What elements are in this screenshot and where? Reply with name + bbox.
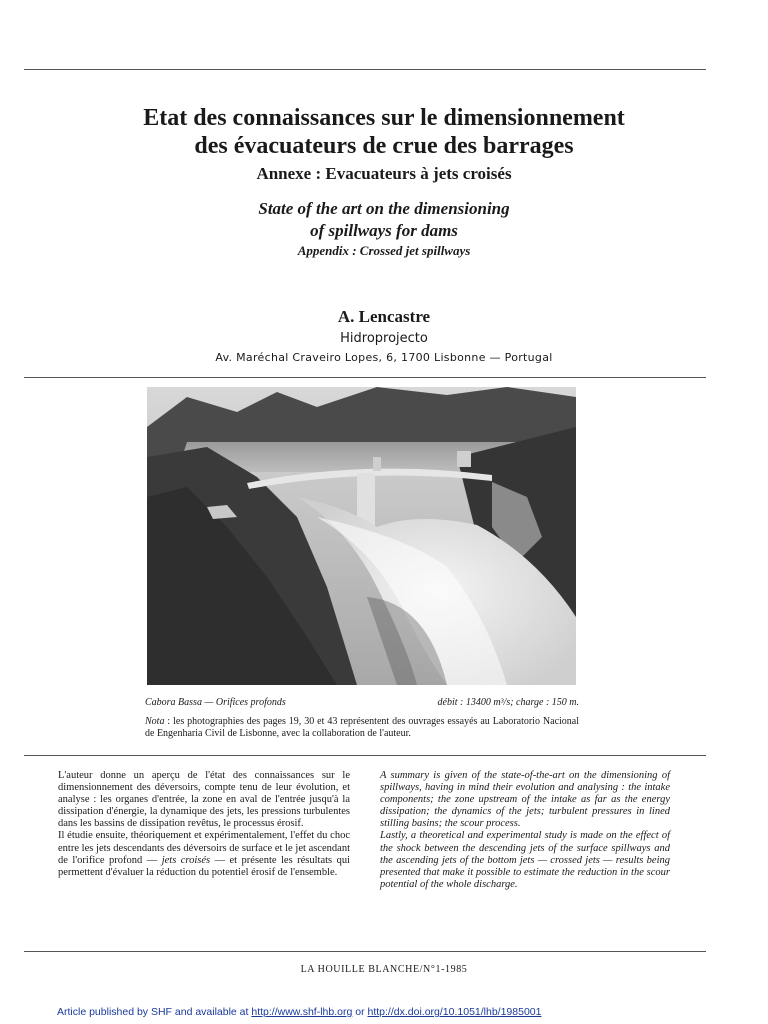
note-text: : les photographies des pages 19, 30 et 43 représentent des ouvrages essayés au Laboratorio Nacional de Engenharia Civil de Lisbonne, avec la collaboration de l'auteur. <box>145 716 579 739</box>
abstract-french <box>58 770 350 879</box>
title-fr-line1: Etat des connaissances sur le dimensionnement <box>143 105 625 131</box>
title-en-annex: Appendix : Crossed jet spillways <box>297 243 471 258</box>
doi-link[interactable]: http://dx.doi.org/10.1051/lhb/1985001 <box>367 1006 542 1018</box>
author-organization: Hidroprojecto <box>340 331 428 346</box>
title-fr-line2: des évacuateurs de crue des barrages <box>194 133 574 159</box>
abstract-fr-p2-start: Il étudie ensuite, théoriquement et expérimentalement, l'effet du choc entre les jets descendants des déversoirs de surface et le jet ascendant de l'orifice profond — <box>58 830 350 866</box>
title-fr-annex: Annexe : Evacuateurs à jets croisés <box>256 164 512 183</box>
figure-note <box>145 716 579 740</box>
publication-notice <box>57 1006 541 1018</box>
top-rule <box>24 69 706 70</box>
figure-caption <box>145 696 579 709</box>
abstract-fr-p2-end: — et présente les résultats qui permettent d'évaluer la réduction du potentiel érosif de l'ensemble. <box>58 854 350 878</box>
publication-mid: or <box>352 1006 368 1018</box>
journal-footer: LA HOUILLE BLANCHE/N°1-1985 <box>300 964 468 975</box>
title-en-line2: of spillways for dams <box>310 221 458 240</box>
bottom-rule <box>24 951 706 952</box>
abstract-fr-paragraph-2 <box>58 830 350 878</box>
publication-prefix: Article published by SHF and available at <box>57 1006 252 1018</box>
middle-rule <box>24 755 706 756</box>
author-name: A. Lencastre <box>337 307 431 326</box>
abstract-fr-paragraph-1: L'auteur donne un aperçu de l'état des connaissances sur le dimensionnement des déversoirs, compte tenu de leur évolution, et analyse : les organes d'entrée, la zone en aval de l'entrée jusqu'à la dissipation d'énergie, la dynamique des jets, les pressions turbulentes dans les bassins de dissipation revêtus, le processus érosif. <box>58 770 350 830</box>
abstract-en-paragraph-2: Lastly, a theoretical and experimental study is made on the effect of the shock between the descending jets of the surface spillways and the ascending jets of the bottom jets — crossed jets — results being presented that make it possible to estimate the reduction in the scour potential of the whole discharge. <box>380 830 670 890</box>
shf-link[interactable]: http://www.shf-lhb.org <box>251 1006 353 1018</box>
note-label: Nota <box>145 716 165 727</box>
caption-right: débit : 13400 m³/s; charge : 150 m. <box>437 697 579 708</box>
title-en-line1: State of the art on the dimensioning <box>258 199 510 218</box>
author-address: Av. Maréchal Craveiro Lopes, 6, 1700 Lisbonne — Portugal <box>215 351 553 364</box>
abstract-english <box>380 770 670 891</box>
abstract-en-paragraph-1: A summary is given of the state-of-the-art on the dimensioning of spillways, having in mind their evolution and analysing : the intake components; the zone upstream of the intake as far as the energy dissipation; the dynamics of the jets; turbulent pressures in lined stilling basins; the scour process. <box>380 770 670 830</box>
header-rule <box>24 377 706 378</box>
dam-photo <box>147 387 576 685</box>
author-block <box>0 306 768 365</box>
abstract-fr-p2-emphasis: jets croisés <box>161 854 211 866</box>
caption-left: Cabora Bassa — Orifices profonds <box>145 697 286 708</box>
dam-photo-illustration <box>147 387 576 685</box>
title-block <box>0 104 768 259</box>
